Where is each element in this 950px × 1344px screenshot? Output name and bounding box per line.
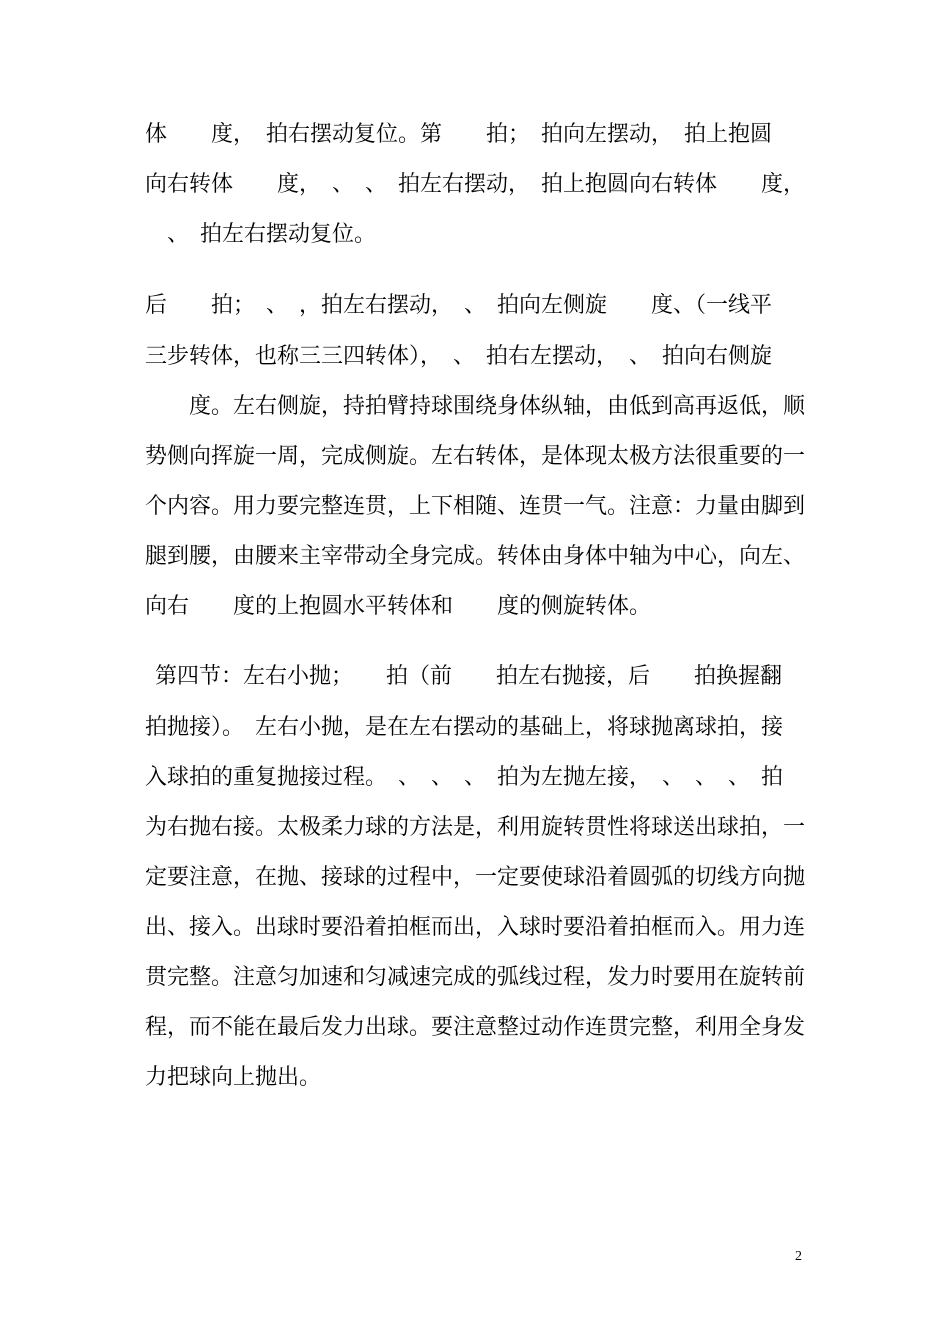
text-line-18: 程，而不能在最后发力出球。要注意整过动作连贯完整，利用全身发 bbox=[145, 1015, 806, 1040]
text-line-10: 向右 度的上抱圆水平转体和 度的侧旋转体。 bbox=[145, 594, 652, 619]
text-line-14: 为右抛右接。太极柔力球的方法是，利用旋转贯性将球送出球拍，一 bbox=[145, 815, 806, 840]
text-line-17: 贯完整。注意匀加速和匀减速完成的弧线过程，发力时要用在旋转前 bbox=[145, 965, 806, 990]
text-line-16: 出、接入。出球时要沿着拍框而出，入球时要沿着拍框而入。用力连 bbox=[145, 915, 806, 940]
text-line-13: 入球拍的重复抛接过程。 、 、 、 拍为左抛左接， 、 、 、 拍 bbox=[145, 765, 784, 790]
text-line-1: 体 度， 拍右摆动复位。第 拍； 拍向左摆动， 拍上抱圆 bbox=[145, 122, 773, 147]
text-line-15: 定要注意，在抛、接球的过程中，一定要使球沿着圆弧的切线方向抛 bbox=[145, 865, 806, 890]
text-line-5: 三步转体，也称三三四转体）， 、 拍右左摆动， 、 拍向右侧旋 bbox=[145, 344, 773, 369]
text-line-19: 力把球向上抛出。 bbox=[145, 1065, 322, 1090]
text-line-6: 度。左右侧旋，持拍臂持球围绕身体纵轴，由低到高再返低，顺 bbox=[145, 394, 806, 419]
section-heading-line: 第四节：左右小抛； 拍（前 拍左右抛接，后 拍换握翻 bbox=[155, 664, 783, 689]
text-line-4: 后 拍； 、 ，拍左右摆动， 、 拍向左侧旋 度、（一线平 bbox=[145, 293, 773, 318]
text-line-7: 势侧向挥旋一周，完成侧旋。左右转体，是体现太极方法很重要的一 bbox=[145, 444, 806, 469]
text-line-2: 向右转体 度， 、 、 拍左右摆动， 拍上抱圆向右转体 度， bbox=[145, 172, 806, 197]
text-line-3: 、 拍左右摆动复位。 bbox=[145, 222, 377, 247]
text-line-12: 拍抛接）。 左右小抛，是在左右摆动的基础上，将球抛离球拍，接 bbox=[145, 715, 784, 740]
page-number: 2 bbox=[795, 1249, 802, 1264]
text-line-8: 个内容。用力要完整连贯，上下相随、连贯一气。注意：力量由脚到 bbox=[145, 494, 806, 519]
text-line-9: 腿到腰，由腰来主宰带动全身完成。转体由身体中轴为中心，向左、 bbox=[145, 544, 806, 569]
